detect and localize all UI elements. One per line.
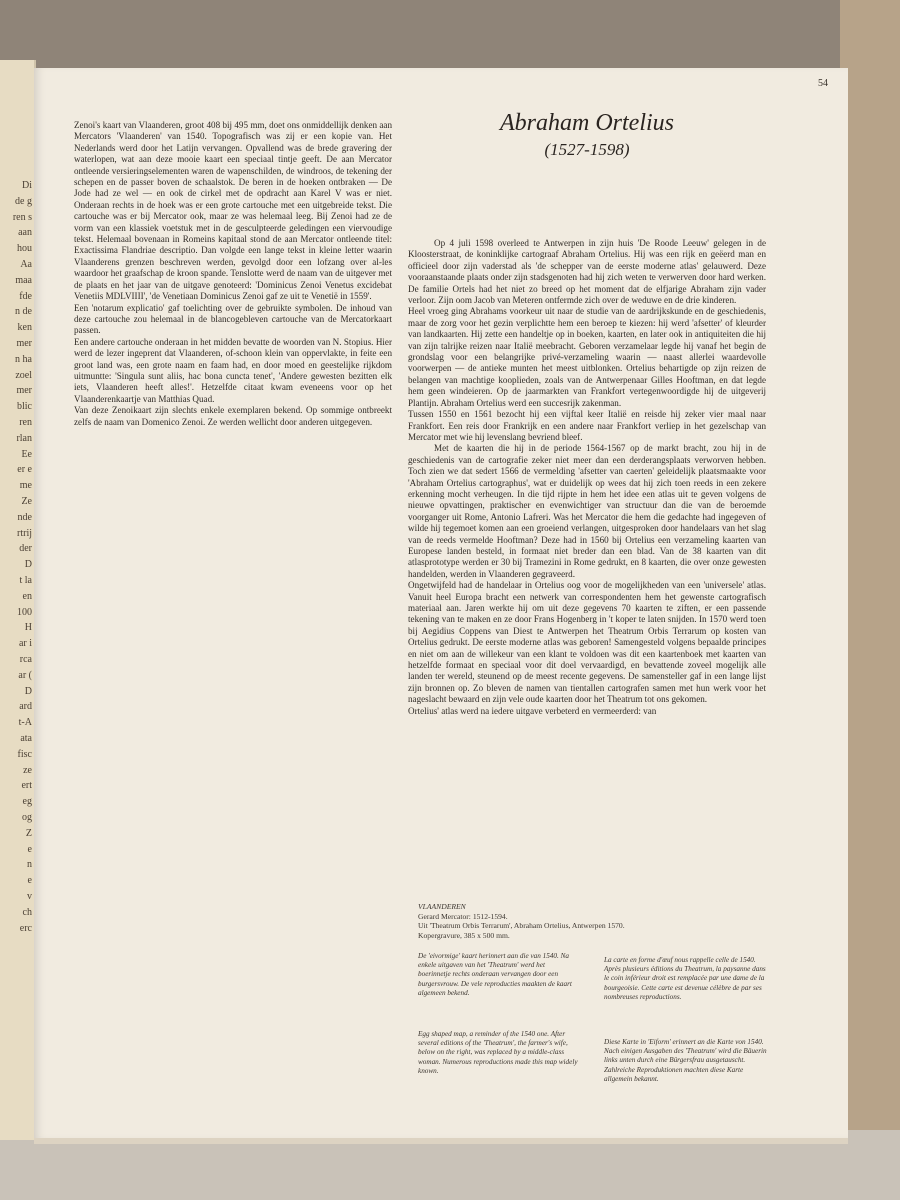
- adjacent-page-fragment: eg: [22, 796, 32, 808]
- adjacent-page-fragment: aan: [18, 227, 32, 239]
- book-page: [34, 68, 848, 1138]
- adjacent-page-fragment: de g: [15, 195, 32, 207]
- adjacent-page-fragment: t la: [19, 575, 32, 586]
- note-english: Egg shaped map, a reminder of the 1540 one. After several editions of the 'Theatrum', the farmer's wife, below on the right, was replaced by a middle-class woman. Numerous reproductions made this map widely known.: [418, 1030, 578, 1075]
- right-text-column: [408, 238, 766, 717]
- adjacent-page-fragment: mer: [16, 338, 32, 349]
- adjacent-page-fragment: ar i: [18, 638, 32, 650]
- left-paragraph: Een 'notarum explicatio' gaf toelichting over de gebruikte symbolen. De inhoud van deze cartouche zou helemaal in de blancogebleven cartouche van de Mercatorkaart passen.: [74, 302, 392, 336]
- adjacent-page-fragment: en: [22, 590, 32, 602]
- caption-line: Kopergravure, 385 x 500 mm.: [418, 930, 510, 940]
- adjacent-page-fragment: hou: [17, 243, 32, 255]
- adjacent-page-fragment: n ha: [15, 353, 32, 365]
- adjacent-page-fragment: n: [27, 859, 32, 871]
- right-paragraph: Heel vroeg ging Abrahams voorkeur uit naar de studie van de aardrijkskunde en de geschiedenis, maar de zorg voor het gezin verplichtte hem een beroep te kiezen: hij werd 'afsetter' of kleurder van landkaarten. Hij zette een handeltje op in boeken, kaarten, en later ook in antiquiteiten die hij van zijn talrijke reizen naar Italië meebracht. Geboren verzamelaar legde hij vanaf het begin de grondslag voor een belangrijke privé-verzameling waarin — naast allerlei waardevolle voorwerpen — de antieke munten het meest uitblonken. Ortelius behartigde op zijn reizen de belangen van machtige kooplieden, zoals van de Antwerpenaar Gilles Hooftman, en dat legde hem geen windeieren. Op de jaarmarkten van Frankfort vertegenwoordigde hij de uitgeverij Plantijn. Abraham Ortelius werd een succesrijk zakenman.: [408, 306, 766, 408]
- left-paragraph: Van deze Zenoikaart zijn slechts enkele exemplaren bekend. Op sommige ontbreekt zelfs de naam van Domenico Zenoi. Ze werden wellicht door anderen uitgegeven.: [74, 405, 392, 427]
- adjacent-page-fragment: der: [19, 543, 32, 555]
- right-paragraph: Met de kaarten die hij in de periode 1564-1567 op de markt bracht, zou hij in de geschiedenis van de cartografie zeker niet meer dan een derderangsplaats verworven hebben. Toch zien we dat sedert 1566 de vermelding 'afsetter van caerten' geleidelijk plaatsmaakte voor 'Abraham Ortelius cartographus', wat er duidelijk op wees dat hij zich toen reeds in een zekere erkenning mocht verheugen. In die tijd rijpte in hem het idee een atlas uit te geven volgens de nieuwe opvattingen, praktischer en evenwichtiger van structuur dan die van de beroemde voorganger uit Rome, Antonio Lafreri. Was het Mercator die hem die gedachte had ingegeven of wilde hij tegemoet komen aan een groeiend verlangen, uitgesproken door handelaars van het slag van de reeds vermelde Hooftman? Deze had in 1560 bij Ortelius een verzameling kaarten van Europese landen besteld, in formaat niet breder dan een blad. Van de 38 kaarten van dit atlasprototype werden er 30 bij Tramezini in Rome gedrukt, en 8 kaarten, die over onze gewesten handelden, werden in Vlaanderen gegraveerd.: [408, 443, 766, 579]
- page-stack-edge: [34, 1138, 848, 1144]
- adjacent-page-fragment: ren: [19, 417, 32, 428]
- adjacent-page-fragment: D: [24, 685, 32, 697]
- left-paragraph: Zenoi's kaart van Vlaanderen, groot 408 bij 495 mm, doet ons onmiddellijk denken aan Mercators 'Vlaanderen' van 1540. Topografisch was zij er een kopie van. Het Nederlands werd door het Latijn vervangen. Opvallend was de brede gravering der waterlopen, wat aan deze mooie kaart een speciaal tintje geeft. De aan Mercator ontleende versieringselementen waren de wapenschilden, de windroos, de tekening der schepen en de passer boven de schaalstok. De beren in de hoeken ontbraken — De Jode had ze wel — en ook de cirkel met de opdracht aan Karel V was er niet. Onderaan rechts in de hoek was er een grote cartouche met een uitgebreide tekst. Die cartouche was er bij Mercator ook, maar ze was helemaal leeg. Bij Zenoi had ze de vorm van een klassiek voetstuk met in de gesculpteerde geledingen een viervoudige tekst. Helemaal bovenaan in Romeins kapitaal stond de aan Mercator ontleende titel: Exactissima Flandriae descriptio. Dan volgde een lange tekst in kleine letter waarin Vlaanderens grenzen beschreven werden, gevolgd door een lofzang over al-les waardoor het graafschap de kroon spande. Tenslotte werd de naam van de uitgever met de plaats en het jaar van de uitgave genoteerd: 'Dominicus Zenoi Venetus excidebat Venetiis MDLVIIII', 'de Venetiaan Dominicus Zenoi gaf ze uit te Venetië in 1559'.: [74, 120, 392, 302]
- right-paragraph: Ongetwijfeld had de handelaar in Ortelius oog voor de mogelijkheden van een 'universele' atlas. Vanuit heel Europa bracht een netwerk van correspondenten hem het gewenste cartografisch materiaal aan. Jaren werkte hij om uit deze gegevens 70 kaarten te ziften, er een passende tekening van te maken en ze door Frans Hogenberg in 't koper te laten snijden. In 1570 werd toen bij Aegidius Coppens van Diest te Antwerpen het Theatrum Orbis Terrarum op kosten van Ortelius gedrukt. De eerste moderne atlas was geboren! Samengesteld volgens bepaalde principes en niet om aan de willekeur van een klant te voldoen was dit een kaartenboek met kaarten van hetzelfde formaat en speciaal voor dit doel vervaardigd, en bevattende zoveel mogelijk alle landen ter wereld, steunend op de meest recente gegevens. De samensteller gaf in een lange lijst zijn bronnen op. Zo bleven de namen van tientallen cartografen samen met hun werk voor het nageslacht bewaard en zijn vele oude kaarten door het Theatrum tot ons gekomen.: [408, 580, 766, 705]
- adjacent-page-fragment: v: [27, 891, 32, 902]
- left-paragraph: Een andere cartouche onderaan in het midden bevatte de woorden van N. Stopius. Hier werd de lezer ingeprent dat Vlaanderen, of-schoon klein van oppervlakte, in feite een groot land was, een grote naam en faam had, en door moed en geestelijke rijkdom uitmuntte: 'Singula sunt aliis, hac bona cuncta tenet', 'Andere gewesten bezitten elk iets, Vlaanderen heeft alles!'. Hetzelfde citaat kwam eveneens voor op het Vlaanderenkaartje van Matthias Quad.: [74, 336, 392, 404]
- adjacent-page-fragment: t-A: [18, 717, 32, 729]
- left-text-column: [74, 120, 392, 428]
- adjacent-page-fragment: erc: [19, 922, 32, 934]
- adjacent-page-fragment: n de: [15, 306, 32, 318]
- adjacent-page-fragment: e: [27, 875, 32, 887]
- adjacent-page-fragment: rca: [19, 654, 32, 665]
- adjacent-page-fragment: Aa: [20, 259, 32, 270]
- right-paragraph: Ortelius' atlas werd na iedere uitgave verbeterd en vermeerderd: van: [408, 705, 657, 716]
- adjacent-page-fragment: fde: [19, 290, 32, 302]
- figure-caption: [418, 902, 768, 940]
- adjacent-page-fragment: mer: [16, 385, 32, 397]
- right-paragraph: Op 4 juli 1598 overleed te Antwerpen in zijn huis 'De Roode Leeuw' gelegen in de Kloosterstraat, de koninklijke cartograaf Abraham Ortelius. Hij was een rijk en geëerd man en officieel door zijn vaderstad als 'de schepper van de eerste moderne atlas' gelauwerd. Deze vooraanstaande plaats onder zijn stadsgenoten had hij zich weten te verwerven door hard werken. De familie Ortels had het niet zo breed op het moment dat de elfjarige Abraham zijn vader verloor. Zijn oom Jacob van Meteren ontfermde zich over de weduwe en de drie kinderen.: [408, 238, 766, 306]
- right-paragraph: Tussen 1550 en 1561 bezocht hij een vijftal keer Italië en reisde hij zeker vier maal naar Frankfort. Een reis door Frankrijk en een andere naar Frankfort verliep in het gezelschap van Mercator met wie hij levenslang bevriend bleef.: [408, 409, 766, 442]
- adjacent-page-fragment: ze: [23, 764, 32, 776]
- note-french: La carte en forme d'œuf nous rappelle celle de 1540. Après plusieurs éditions du Theatrum, la paysanne dans le coin inférieur droit est remplacée par une dame de la bourgeoisie. Cette carte est devenue célèbre de par ses nombreuses reproductions.: [604, 956, 766, 1001]
- background-right: [840, 0, 900, 1200]
- note-dutch: De 'eivormige' kaart herinnert aan die van 1540. Na enkele uitgaven van het 'Theatrum' werd het boerinnetje rechts onderaan vervangen door een burgersvrouw. De vele reproducties maakten de kaart algemeen bekend.: [418, 952, 572, 997]
- adjacent-page-fragment: ken: [17, 322, 32, 334]
- adjacent-page-fragment: ard: [19, 701, 32, 713]
- note-german: Diese Karte in 'Eiform' erinnert an die Karte von 1540. Nach einigen Ausgaben des 'Theatrum' wird die Bäuerin links unten durch eine Bürgersfrau ausgetauscht. Zahlreiche Reproduktionen machten diese Karte allgemein bekannt.: [604, 1038, 767, 1083]
- adjacent-page-fragment: me: [19, 480, 32, 492]
- adjacent-page-fragment: 100: [17, 606, 32, 618]
- adjacent-page-fragment: fisc: [17, 748, 32, 760]
- adjacent-page-fragment: D: [24, 559, 32, 571]
- adjacent-page-fragment: er e: [17, 464, 32, 476]
- adjacent-page-fragment: ren s: [12, 211, 32, 223]
- adjacent-page-fragment: ata: [20, 733, 32, 744]
- adjacent-page-fragment: Ze: [21, 496, 32, 507]
- adjacent-page-fragment: zoel: [15, 369, 32, 381]
- adjacent-page-fragment: maa: [15, 274, 32, 286]
- adjacent-page-fragment: rtrij: [17, 527, 32, 539]
- adjacent-page-fragment: e: [27, 843, 32, 855]
- caption-label: VLAANDEREN: [418, 902, 466, 911]
- adjacent-page-fragment: Di: [22, 180, 32, 191]
- adjacent-page-fragment: blic: [17, 401, 32, 413]
- adjacent-page-fragment: ch: [22, 906, 32, 918]
- adjacent-page-fragment: Ee: [21, 448, 32, 460]
- adjacent-page-fragment: og: [22, 812, 32, 823]
- page-number: 54: [818, 78, 828, 89]
- caption-line: Gerard Mercator: 1512-1594.: [418, 911, 508, 921]
- caption-line: Uit 'Theatrum Orbis Terrarum', Abraham Ortelius, Antwerpen 1570.: [418, 921, 625, 931]
- adjacent-page-edge: [0, 60, 36, 1140]
- article-subtitle: (1527-1598): [544, 140, 630, 159]
- adjacent-page-fragment: ert: [21, 780, 32, 792]
- article-title: Abraham Ortelius: [500, 110, 674, 136]
- adjacent-page-fragment: Z: [25, 827, 32, 839]
- adjacent-page-fragment: H: [24, 622, 32, 634]
- adjacent-page-fragment: ar (: [18, 669, 32, 681]
- adjacent-page-fragment: rlan: [16, 432, 32, 444]
- adjacent-page-fragment: nde: [17, 511, 32, 523]
